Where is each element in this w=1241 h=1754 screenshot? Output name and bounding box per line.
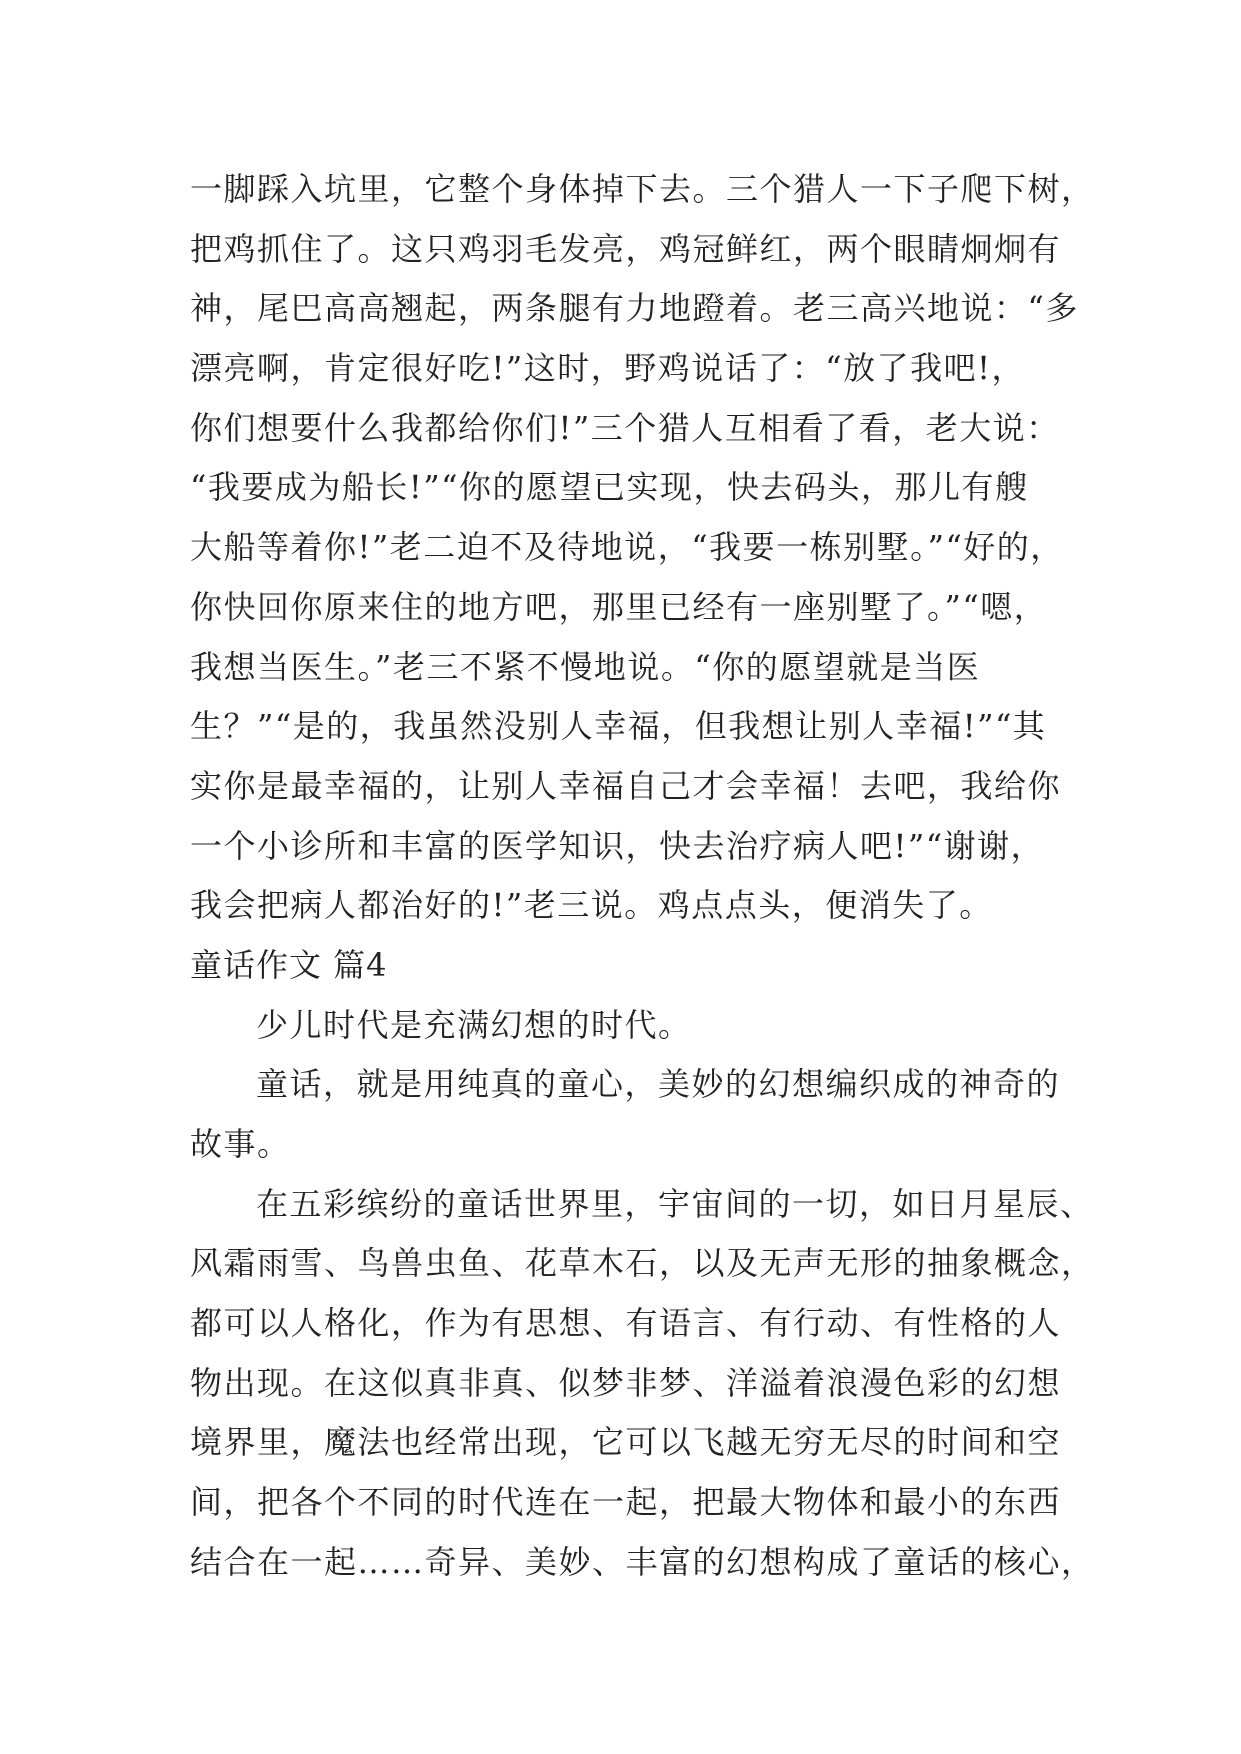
story-line-9: 我想当医生。”老三不紧不慢地说。“你的愿望就是当医 bbox=[190, 647, 981, 686]
story-line-2: 把鸡抓住了。这只鸡羽毛发亮，鸡冠鲜红，两个眼睛炯炯有 bbox=[190, 229, 1062, 268]
story-line-5: 你们想要什么我都给你们!”三个猎人互相看了看，老大说： bbox=[190, 408, 1060, 447]
story-line-11: 实你是最幸福的，让别人幸福自己才会幸福！去吧，我给你 bbox=[190, 766, 1062, 805]
story-line-7: 大船等着你!”老二迫不及待地说，“我要一栋别墅。”“好的， bbox=[190, 528, 1064, 567]
story-line-1: 一脚踩入坑里，它整个身体掉下去。三个猎人一下子爬下树， bbox=[190, 170, 1095, 208]
paragraph-3-line-3: 都可以人格化，作为有思想、有语言、有行动、有性格的人 bbox=[190, 1304, 1062, 1343]
story-line-8: 你快回你原来住的地方吧，那里已经有一座别墅了。”“嗯， bbox=[190, 587, 1048, 626]
paragraph-3-line-2: 风霜雨雪、鸟兽虫鱼、花草木石，以及无声无形的抽象概念， bbox=[190, 1244, 1095, 1283]
section-heading: 童话作文 篇4 bbox=[190, 945, 388, 984]
paragraph-3-line-4: 物出现。在这似真非真、似梦非梦、洋溢着浪漫色彩的幻想 bbox=[190, 1363, 1062, 1402]
paragraph-2-line-2: 故事。 bbox=[190, 1125, 291, 1163]
paragraph-2-line-1: 童话，就是用纯真的童心，美妙的幻想编织成的神奇的 bbox=[256, 1065, 1061, 1104]
story-line-13: 我会把病人都治好的!”老三说。鸡点点头，便消失了。 bbox=[190, 886, 993, 925]
paragraph-3-line-5: 境界里，魔法也经常出现，它可以飞越无穷无尽的时间和空 bbox=[190, 1423, 1062, 1462]
story-line-3: 神，尾巴高高翘起，两条腿有力地蹬着。老三高兴地说：“多 bbox=[190, 289, 1079, 328]
paragraph-1: 少儿时代是充满幻想的时代。 bbox=[256, 1005, 692, 1044]
paragraph-3-line-6: 间，把各个不同的时代连在一起，把最大物体和最小的东西 bbox=[190, 1483, 1062, 1522]
paragraph-3-line-7: 结合在一起……奇异、美妙、丰富的幻想构成了童话的核心， bbox=[190, 1542, 1095, 1581]
paragraph-3-line-1: 在五彩缤纷的童话世界里，宇宙间的一切，如日月星辰、 bbox=[256, 1184, 1094, 1223]
story-line-6: “我要成为船长!”“你的愿望已实现，快去码头，那儿有艘 bbox=[190, 468, 1029, 507]
document-body bbox=[190, 160, 1095, 1593]
story-line-12: 一个小诊所和丰富的医学知识，快去治疗病人吧!”“谢谢， bbox=[190, 826, 1045, 865]
story-line-10: 生？”“是的，我虽然没别人幸福，但我想让别人幸福!”“其 bbox=[190, 707, 1047, 746]
story-line-4: 漂亮啊，肯定很好吃!”这时，野鸡说话了：“放了我吧!， bbox=[190, 349, 1025, 388]
